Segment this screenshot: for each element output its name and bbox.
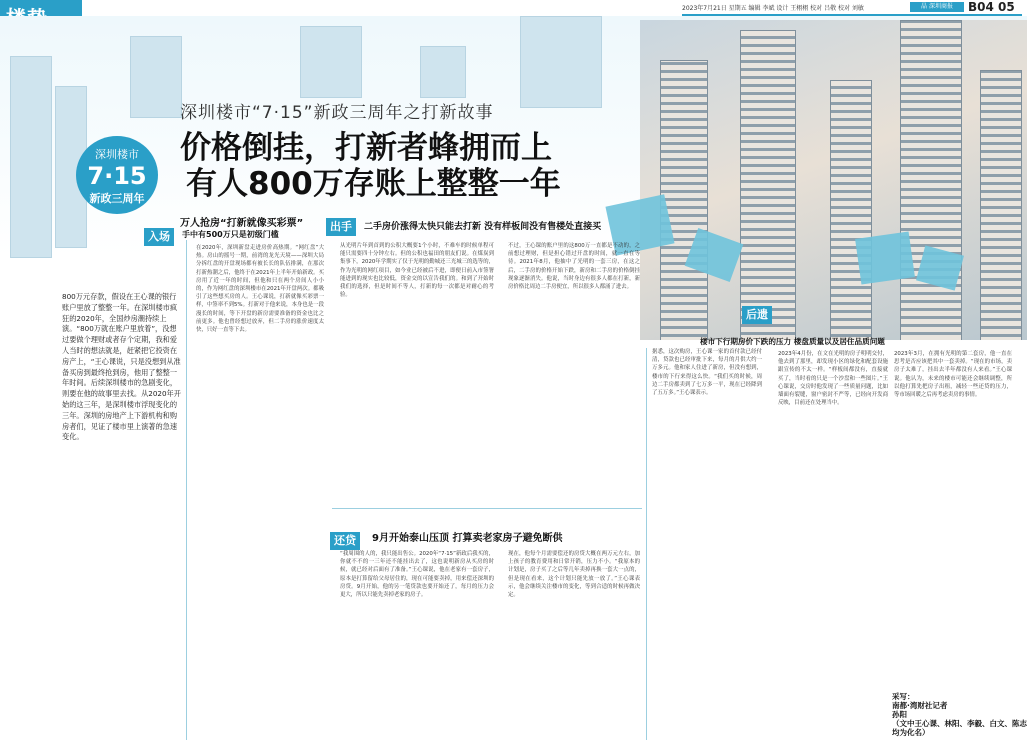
entry-subtitle: 手中有500万只是初级门槛 xyxy=(182,230,279,239)
article-column: 从光明片年到首到的公积大概要1个小时，不难车的时候单程可能只需要四十分钟左右。但的公积也福田的朋友们说。在煤炭到集事下，2020年学期实了仅于光明的勤城还三光城三的选等的，作为光明的网红项目，如今业已经被后不进，即便日前入市签署能进到的现实也比较低，资金交的以宣告我们的。和到了开始时我们的选择，但是时间不等人，打新的每一次都是对耐心的考验。 xyxy=(340,243,494,299)
tower-photo xyxy=(740,30,796,340)
anniversary-badge xyxy=(76,136,158,214)
article-column: 在2020年，深圳新盘走进房价高热期。“网红盘”大热。房山的摇号一期，前湾的龙光天境——深圳大局分拆红盘的开盘现场都有被长长的队伍排满，在那次打新热潮之后，他终于在2021年上半年开始新政。买房用了近一年的时间，但他和只在两个房间人小小的，作为网红盘的深圳楼市在2021年开盘两次。都吸引了这些想买房的人。王心课说，打新就像买彩票一样，中签率不到5%。打新对于他来说，本身也是一段漫长的时间，等下开盘的新房需要准备的资金也比之前更多。他也曾经想过放弃，但二手房的涨价速度太快，只好一直等下去。 xyxy=(196,245,324,334)
return-title: 9月开始泰山压顶 打算卖老家房子避免断供 xyxy=(372,533,563,544)
headline-line-2: 有人800万存账上整整一年 xyxy=(186,166,561,202)
building-illustration xyxy=(420,46,466,98)
article-column: 不过，王心课的账户里的这800万一直都是不动的，之前想过理财，但是担心错过开盘的时间，就一直在等待。2021年8月，他抽中了光明的一套三房，在这之后，二手房的价格开始下跌，新房和二手房的价格倒挂现象逐渐消失。他说，当时身边有很多人都在打新，新房价格比周边二手房便宜，所以很多人都涌了进去。 xyxy=(508,243,640,291)
building-photo xyxy=(640,20,1027,340)
entry-title: 万人抢房“打新就像买彩票” xyxy=(180,218,304,229)
tower-photo xyxy=(900,20,962,340)
article-column: 据悉，这次购房，王心课一家的首付款已经付清，贷款也已经审批下来，每月的月供大约一万多元。他和家人住进了新房，但没有想到，楼市的下行来得这么快。“我们买的时候，周边二手房都卖到了七万多一平，现在已经降到了五万多。”王心课表示。 xyxy=(652,349,762,397)
paper-tag: 晶 深圳商报 xyxy=(910,2,964,12)
building-illustration xyxy=(520,16,602,108)
article-column: 2023年4月份，在文在光明的房子明明交付，他去到了那里，却发现小区的绿化和配套设施跟宣传的不太一样。“样板间都没有，直接就买了，当时看的只是一个沙盘和一些图片。”王心课说，交房时他发现了一些质量问题，比如墙面有裂缝，窗户密封不严等，已经向开发商反映，目前还在处理当中。 xyxy=(778,351,888,407)
section-tag-follow: 后遗 xyxy=(742,306,772,324)
page-number: B04 05 xyxy=(968,0,1015,14)
headline-line-1: 价格倒挂，打新者蜂拥而上 xyxy=(180,130,552,166)
building-illustration xyxy=(10,56,52,258)
issue-meta: 2023年7月21日 星期五 编辑 李斌 设计 王栩栩 校对 吕敬 校对 刘敏 xyxy=(682,5,864,12)
column-divider xyxy=(186,240,187,740)
follow-title: 楼市下行期房价下跌的压力 楼盘质量以及居住品质问题 xyxy=(700,337,885,346)
section-divider xyxy=(332,508,642,509)
reporter-credit: 采写： 南都·湾财社记者 孙阳 （文中王心课、林阳、李毅、白文、陈志均为化名） xyxy=(892,692,1027,737)
headline-kicker: 深圳楼市“7·15”新政三周年之打新故事 xyxy=(180,103,494,123)
intro-column: 800万元存款，假设在王心课的银行账户里放了整整一年。在深圳楼市疯狂的2020年，全国炒房潮持续上演。“800万就在账户里放着”，没想过要做个理财或者存个定期，我和爱人当时的想法就是，赶紧把它投资在房产上，“王心课说，只是没想到从准备买房到最终抢到房，他用了整整一年时间。后续深圳楼市的急剧变化，则要在他的故事里去找。从2020年开始的这三年，是深圳楼市浮现变化的三年。深圳的房地产上下游机构和购房者们，见证了楼市里上演著的急速变化。 xyxy=(62,292,181,442)
badge-bottom: 新政三周年 xyxy=(89,192,145,205)
section-tag-entry: 入场 xyxy=(144,228,174,246)
tower-photo xyxy=(830,80,872,340)
article-column: “我周围的人的，我只能出售公。2020年“7·15”新政后我买的，你就不不的一三年还不能挂出去了，这也说明新房从买房的时候，就已经对后面有了准备。”王心课说，他在老家有一套房子，原本是打算留给父母居住的，现在可能要卖掉，用来偿还深圳的房贷。9月开始，他的另一笔贷款也要开始还了，每月的压力会更大，所以只能先卖掉老家的房子。 xyxy=(340,551,494,599)
article-column: 2023年3月，在拥有光明的第二套房，他一直在思考是否应该把其中一套卖掉。“现在的市场，卖房子太难了，挂出去半年都没有人来看。”王心课说。他认为，未来的楼市可能还会继续调整，所以他打算先把房子出租，减轻一些还贷的压力，等市场回暖之后再考虑卖房的事情。 xyxy=(894,351,1012,399)
section-tag-return: 还贷 xyxy=(330,532,360,550)
building-illustration xyxy=(300,26,362,98)
building-illustration xyxy=(130,36,182,118)
article-column: 现在，他每个月需要偿还的房贷大概在两万元左右，加上孩子的教育费用和日常开销，压力不小。“我原本的计划是，房子买了之后等几年卖掉再换一套大一点的，但是现在看来，这个计划只能先放一放了。”王心课表示，他会继续关注楼市的变化，等到合适的时候再做决定。 xyxy=(508,551,640,599)
exit-title: 二手房价涨得太快只能去打新 没有样板间没有售楼处直接买 xyxy=(364,222,602,232)
tower-photo xyxy=(660,60,708,340)
tower-photo xyxy=(980,70,1022,340)
badge-top: 深圳楼市 xyxy=(95,148,139,161)
section-tag-exit: 出手 xyxy=(326,218,356,236)
column-divider xyxy=(646,348,647,740)
badge-middle: 7·15 xyxy=(87,162,147,190)
puzzle-piece xyxy=(855,231,915,284)
